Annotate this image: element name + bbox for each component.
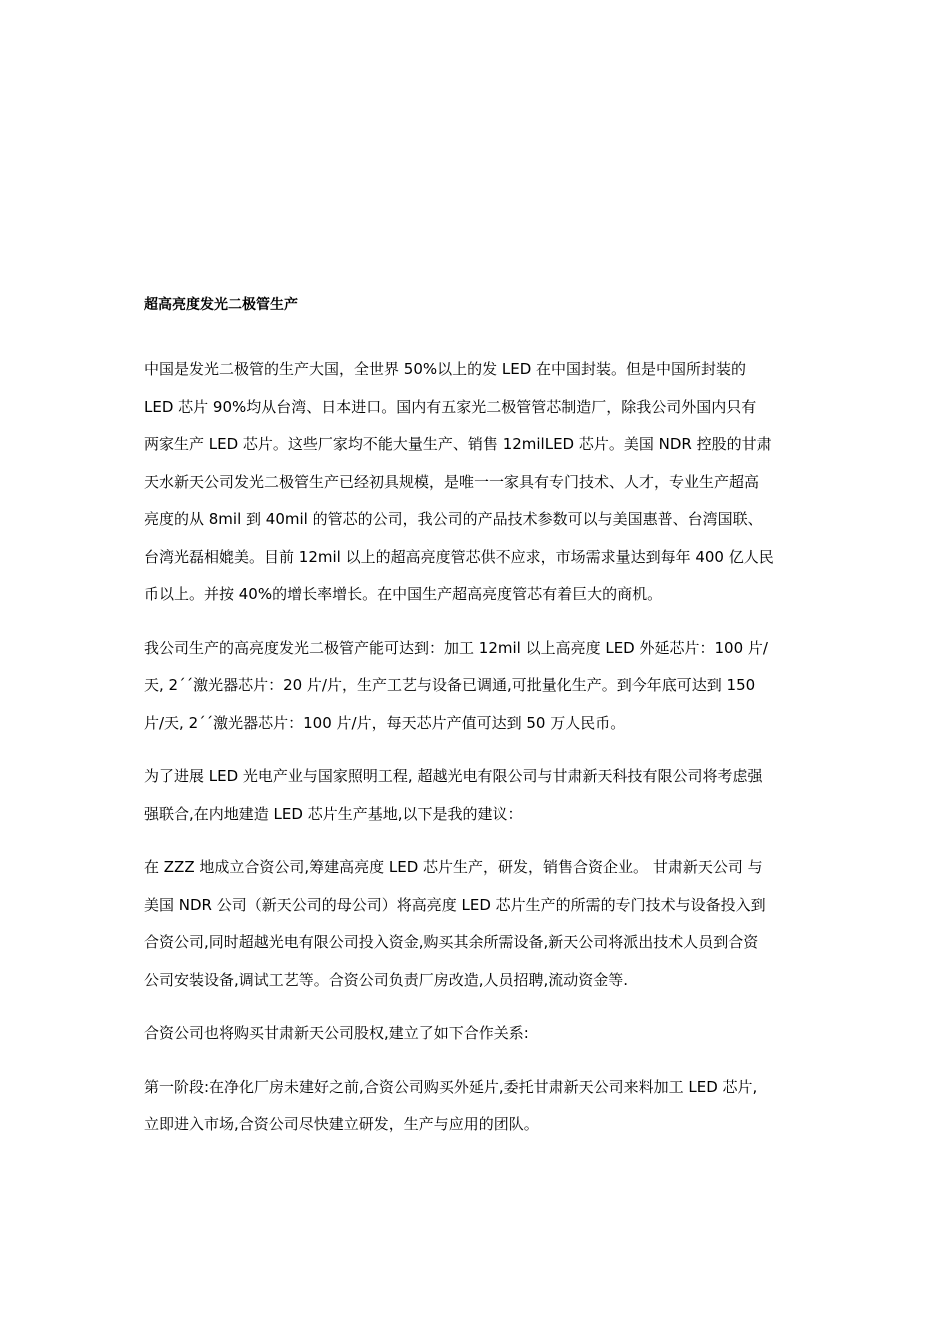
paragraph-line: 合资公司,同时超越光电有限公司投入资金,购买其余所需设备,新天公司将派出技术人员到合资: [144, 933, 759, 951]
paragraph-line: 强联合,在内地建造 LED 芯片生产基地,以下是我的建议：: [144, 804, 523, 823]
paragraph-joint-venture: [144, 849, 809, 999]
paragraph-line: 合资公司也将购买甘肃新天公司股权,建立了如下合作关系:: [144, 1024, 529, 1042]
document-body: [144, 293, 809, 1160]
paragraph-line: 台湾光磊相媲美。目前 12mil 以上的超高亮度管芯供不应求，市场需求量达到每年 400 亿人民: [144, 547, 774, 566]
paragraph-equity: [144, 1015, 809, 1053]
paragraph-line: LED 芯片 90%均从台湾、日本进口。国内有五家光二极管管芯制造厂，除我公司外国内只有: [144, 397, 757, 416]
paragraph-line: 片/天, 2´´激光器芯片：100 片/片，每天芯片产值可达到 50 万人民币。: [144, 713, 626, 732]
paragraph-line: 中国是发光二极管的生产大国，全世界 50%以上的发 LED 在中国封装。但是中国所封装的: [144, 360, 747, 378]
paragraph-line: 为了进展 LED 光电产业与国家照明工程, 超越光电有限公司与甘肃新天科技有限公司将考虑强: [144, 767, 763, 785]
paragraph-cooperation: [144, 758, 809, 833]
paragraph-line: 亮度的从 8mil 到 40mil 的管芯的公司，我公司的产品技术参数可以与美国惠普、台湾国联、: [144, 510, 763, 528]
paragraph-capacity: [144, 630, 809, 743]
paragraph-phase-one: [144, 1069, 809, 1144]
paragraph-line: 币以上。并按 40%的增长率增长。在中国生产超高亮度管芯有着巨大的商机。: [144, 585, 663, 603]
paragraph-line: 立即进入市场,合资公司尽快建立研发，生产与应用的团队。: [144, 1115, 539, 1133]
paragraph-line: 天, 2´´激光器芯片：20 片/片，生产工艺与设备已调通,可批量化生产。到今年底可达到 150: [144, 676, 756, 694]
document-title: 超高亮度发光二极管生产: [144, 297, 298, 313]
paragraph-line: 两家生产 LED 芯片。这些厂家均不能大量生产、销售 12milLED 芯片。美国 NDR 控股的甘肃: [144, 435, 772, 453]
paragraph-line: 天水新天公司发光二极管生产已经初具规模，是唯一一家具有专门技术、人才，专业生产超高: [144, 472, 760, 491]
paragraph-line: 第一阶段:在净化厂房未建好之前,合资公司购买外延片,委托甘肃新天公司来料加工 LED 芯片,: [144, 1077, 758, 1096]
paragraph-line: 公司安装设备,调试工艺等。合资公司负责厂房改造,人员招聘,流动资金等.: [144, 970, 629, 989]
paragraph-line: 在 ZZZ 地成立合资公司,筹建高亮度 LED 芯片生产，研发，销售合资企业。 甘肃新天公司 与: [144, 858, 763, 876]
paragraph-intro: [144, 351, 809, 614]
paragraph-line: 我公司生产的高亮度发光二极管产能可达到：加工 12mil 以上高亮度 LED 外延芯片：100 片/: [144, 638, 768, 657]
paragraph-line: 美国 NDR 公司（新天公司的母公司）将高亮度 LED 芯片生产的所需的专门技术与设备投入到: [144, 895, 766, 914]
